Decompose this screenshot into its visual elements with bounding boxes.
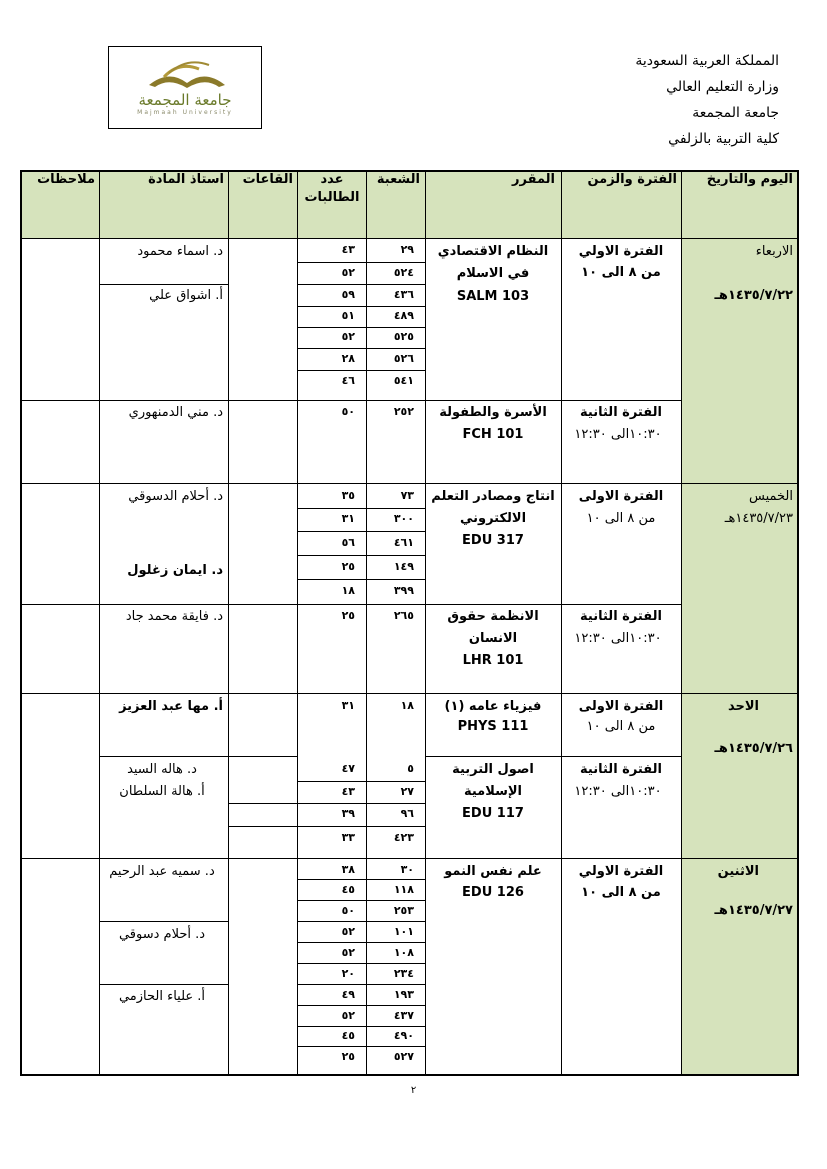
student-count: ٥٢ xyxy=(341,330,355,343)
section-number: ١٠١ xyxy=(393,925,414,938)
university-name: جامعة المجمعة xyxy=(692,105,779,121)
period-name: الفترة الثانية xyxy=(580,609,662,624)
course-code: EDU 126 xyxy=(462,885,524,900)
teacher-name: د. سميه عبد الرحيم xyxy=(109,864,215,879)
teacher-divider xyxy=(99,921,228,922)
student-count: ٣٣ xyxy=(341,831,355,844)
section-number: ١٩٣ xyxy=(393,988,414,1001)
period-time: ١٠:٣٠الى ١٢:٣٠ xyxy=(574,784,662,799)
period-time: ١٠:٣٠الى ١٢:٣٠ xyxy=(574,427,662,442)
teacher-name: د. أحلام دسوقي xyxy=(118,927,206,942)
header-section: الشعبة xyxy=(376,172,420,187)
teacher-name: أ. علياء الحازمي xyxy=(118,989,206,1004)
student-count: ٤٣ xyxy=(341,243,355,256)
section-number: ٢٩ xyxy=(400,243,414,256)
course-name: الأسرة والطفولة xyxy=(439,405,547,420)
course-name: علم نفس النمو xyxy=(444,864,542,879)
book-logo-icon xyxy=(109,47,263,130)
section-number: ٣٠ xyxy=(400,863,414,876)
teacher-name: د. هاله السيد xyxy=(127,762,197,777)
rooms-divider xyxy=(228,803,297,804)
student-count: ٥٢ xyxy=(341,946,355,959)
period-name: الفترة الاولي xyxy=(578,244,664,259)
header-course: المقرر xyxy=(512,172,555,187)
section-number: ٢٣٤ xyxy=(393,967,414,980)
student-count: ٤٧ xyxy=(341,762,355,775)
student-count: ٣٥ xyxy=(341,489,355,502)
college-name: كلية التربية بالزلفي xyxy=(668,131,779,147)
student-count: ٥٢ xyxy=(341,266,355,279)
column-divider xyxy=(425,170,426,1076)
section-number: ١٠٨ xyxy=(393,946,414,959)
header-rooms: القاعات xyxy=(242,172,293,187)
section-number: ٤٨٩ xyxy=(393,309,414,322)
course-name: اصول التربية الإسلامية xyxy=(452,762,534,799)
day-date: ١٤٣٥/٧/٢٦هـ xyxy=(714,741,793,756)
row-divider xyxy=(20,483,799,484)
logo-arabic-text: جامعة المجمعة xyxy=(138,91,232,109)
section-number: ٤٢٣ xyxy=(393,831,414,844)
course-name: فيزياء عامه (١) xyxy=(444,699,542,714)
ministry-header xyxy=(479,48,779,152)
ministry-name: وزارة التعليم العالي xyxy=(666,79,779,95)
student-count: ٥١ xyxy=(341,309,355,322)
section-number: ٥٢٥ xyxy=(393,330,414,343)
section-number: ٥٢٤ xyxy=(393,266,414,279)
course-name: انتاج ومصادر التعلم الالكتروني xyxy=(431,489,555,526)
section-number: ٤٩٠ xyxy=(393,1029,414,1042)
student-count: ٥٢ xyxy=(341,925,355,938)
course-divider xyxy=(425,756,561,757)
student-count: ٣٨ xyxy=(341,863,355,876)
section-number: ٤٣٦ xyxy=(393,288,414,301)
course-name: النظام الاقتصادي في الاسلام xyxy=(437,244,549,281)
teacher-divider xyxy=(99,756,228,757)
university-logo xyxy=(108,46,262,129)
day-name: الاثنين xyxy=(717,864,759,879)
section-number: ٤٦١ xyxy=(393,536,414,549)
day-name: الخميس xyxy=(749,489,793,504)
course-code: LHR 101 xyxy=(462,653,524,668)
header-day: اليوم والتاريخ xyxy=(706,172,793,187)
section-number: ٥٢٧ xyxy=(393,1050,414,1063)
row-divider xyxy=(20,400,681,401)
section-number: ٢٥٢ xyxy=(393,405,414,418)
section-number: ١١٨ xyxy=(393,883,414,896)
column-divider xyxy=(228,170,229,1076)
course-code: SALM 103 xyxy=(456,289,530,304)
section-number: ٥٢٦ xyxy=(393,352,414,365)
student-count: ٥٢ xyxy=(341,1009,355,1022)
period-time: ١٠:٣٠الى ١٢:٣٠ xyxy=(574,631,662,646)
student-count: ٢٠ xyxy=(341,967,355,980)
student-count: ٤٥ xyxy=(341,1029,355,1042)
student-count: ٢٥ xyxy=(341,1050,355,1063)
section-number: ٢٦٥ xyxy=(393,609,414,622)
period-time: من ٨ الى ١٠ xyxy=(581,265,661,280)
section-number: ٩٦ xyxy=(400,807,414,820)
student-count: ٥٠ xyxy=(341,405,355,418)
row-divider xyxy=(20,858,799,859)
country-name: المملكة العربية السعودية xyxy=(635,53,779,69)
period-name: الفترة الثانية xyxy=(580,762,662,777)
student-count: ٣٩ xyxy=(341,807,355,820)
header-count: عدد الطالبات xyxy=(304,172,360,205)
row-divider xyxy=(20,604,681,605)
period-name: الفترة الاولى xyxy=(578,489,664,504)
student-count: ٢٥ xyxy=(341,609,355,622)
teacher-name: أ. اشواق علي xyxy=(149,288,223,303)
student-count: ٣١ xyxy=(341,512,355,525)
course-code: PHYS 111 xyxy=(457,719,529,734)
logo-english-text: Majmaah University xyxy=(137,109,233,116)
teacher-name: د. ايمان زغلول xyxy=(127,563,223,578)
day-date: ١٤٣٥/٧/٢٧هـ xyxy=(714,903,793,918)
section-number: ١٨ xyxy=(400,699,414,712)
day-date: ١٤٣٥/٧/٢٣هـ xyxy=(724,511,793,526)
period-name: الفترة الاولي xyxy=(578,864,664,879)
student-count: ٤٩ xyxy=(341,988,355,1001)
row-divider xyxy=(20,693,799,694)
column-divider xyxy=(561,170,562,1076)
day-date: ١٤٣٥/٧/٢٢هـ xyxy=(714,288,793,303)
row-divider xyxy=(20,238,799,239)
column-divider xyxy=(681,170,682,1076)
rooms-divider xyxy=(228,756,297,757)
period-time: من ٨ الى ١٠ xyxy=(581,885,661,900)
section-number: ١٤٩ xyxy=(393,560,414,573)
section-number: ٣٠٠ xyxy=(393,512,414,525)
teacher-name: أ. مها عبد العزيز xyxy=(119,699,223,714)
teacher-name: د. اسماء محمود xyxy=(137,244,223,259)
teacher-divider xyxy=(99,984,228,985)
day-name: الاحد xyxy=(727,699,759,714)
course-code: EDU 317 xyxy=(462,533,524,548)
student-count: ٤٥ xyxy=(341,883,355,896)
student-count: ٥٩ xyxy=(341,288,355,301)
period-time: من ٨ الى ١٠ xyxy=(586,719,656,734)
section-number: ٢٥٣ xyxy=(393,904,414,917)
section-number: ٤٣٧ xyxy=(393,1009,414,1022)
day-name: الاربعاء xyxy=(755,244,793,259)
student-count: ٥٦ xyxy=(341,536,355,549)
page-number: ٢ xyxy=(410,1085,417,1096)
period-name: الفترة الاولى xyxy=(578,699,664,714)
section-number: ٣٩٩ xyxy=(393,584,414,597)
section-number: ٥٤١ xyxy=(393,374,414,387)
student-count: ٥٠ xyxy=(341,904,355,917)
teacher-name: د. مني الدمنهوري xyxy=(128,405,223,420)
student-count: ٣١ xyxy=(341,699,355,712)
period-name: الفترة الثانية xyxy=(580,405,662,420)
course-name: الانظمة حقوق الانسان xyxy=(447,609,539,646)
student-count: ١٨ xyxy=(341,584,355,597)
period-divider xyxy=(561,756,681,757)
header-period: الفترة والزمن xyxy=(587,172,677,187)
section-number: ٧٣ xyxy=(400,489,414,502)
rooms-divider xyxy=(228,826,297,827)
header-notes: ملاحظات xyxy=(37,172,95,187)
teacher-name: د. فايقة محمد جاد xyxy=(125,609,223,624)
teacher-name: د. أحلام الدسوقي xyxy=(128,489,223,504)
section-number: ٥ xyxy=(407,762,414,775)
course-code: EDU 117 xyxy=(462,806,524,821)
header-teacher: استاذ المادة xyxy=(148,172,224,187)
section-number: ٢٧ xyxy=(400,785,414,798)
student-count: ٢٥ xyxy=(341,560,355,573)
course-code: FCH 101 xyxy=(462,427,524,442)
column-divider xyxy=(99,170,100,1076)
student-count: ٤٦ xyxy=(341,374,355,387)
teacher-name: أ. هالة السلطان xyxy=(119,784,205,799)
student-count: ٤٣ xyxy=(341,785,355,798)
period-time: من ٨ الى ١٠ xyxy=(586,511,656,526)
student-count: ٢٨ xyxy=(341,352,355,365)
